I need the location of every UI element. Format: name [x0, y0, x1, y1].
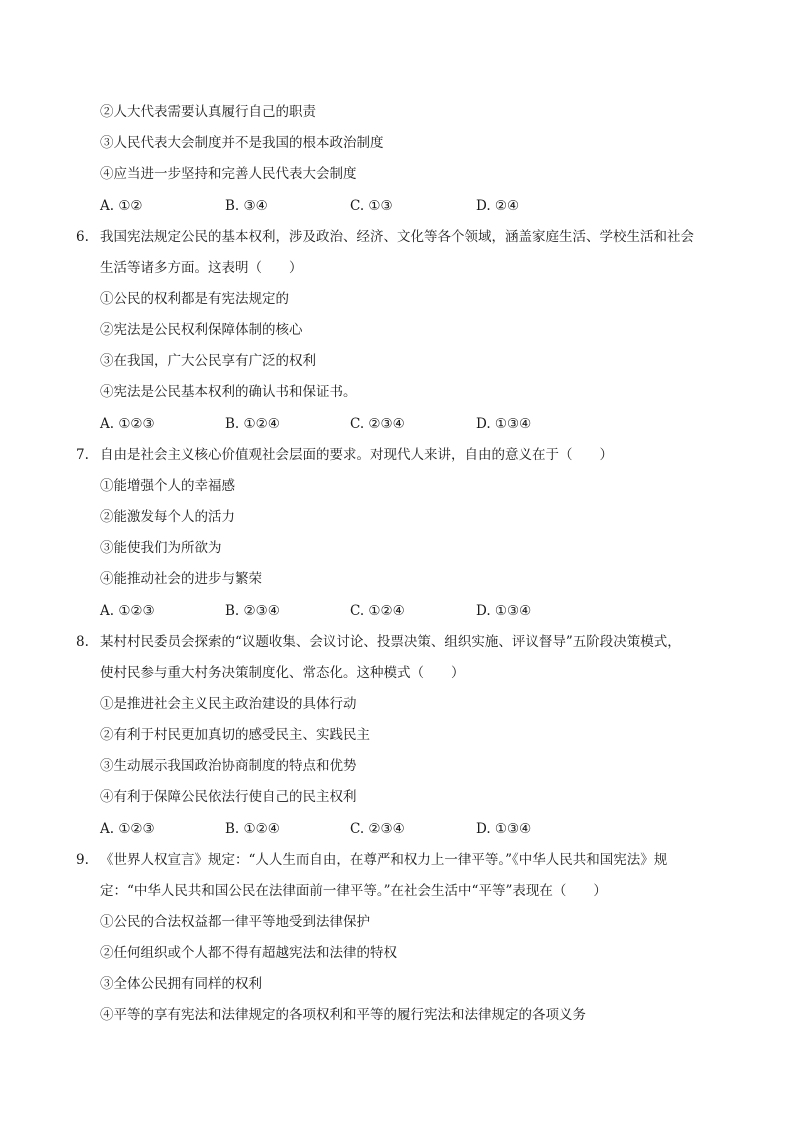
q8-option-4: ④有利于保障公民依法行使自己的民主权利	[100, 789, 357, 805]
q8-choice-c: C. ②③④	[350, 821, 405, 837]
q8-option-2: ②有利于村民更加真切的感受民主、实践民主	[100, 727, 370, 743]
q8-choice-b: B. ①②④	[225, 821, 280, 837]
q5-option-4: ④应当进一步坚持和完善人民代表大会制度	[100, 166, 357, 182]
q9-option-2: ②任何组织或个人都不得有超越宪法和法律的特权	[100, 945, 397, 961]
q7-option-1: ①能增强个人的幸福感	[100, 478, 235, 494]
q5-option-2: ②人大代表需要认真履行自己的职责	[100, 104, 316, 120]
q8-stem-line-2: 使村民参与重大村务决策制度化、常态化。这种模式（ ）	[100, 665, 465, 681]
q7-option-4: ④能推动社会的进步与繁荣	[100, 571, 262, 587]
q6-choice-b: B. ①②④	[225, 416, 280, 432]
q5-choice-a: A. ①②	[100, 198, 143, 214]
q5-choice-d: D. ②④	[476, 198, 520, 214]
q9-stem-line-1: 《世界人权宣言》规定：“人人生而自由，在尊严和权力上一律平等。”《中华人民共和国宪法》规	[100, 852, 668, 868]
q6-stem-line-1: 我国宪法规定公民的基本权利，涉及政治、经济、文化等各个领域，涵盖家庭生活、学校生活和社会	[100, 229, 694, 245]
q6-option-1: ①公民的权利都是有宪法规定的	[100, 291, 289, 307]
q5-choice-b: B. ③④	[225, 198, 268, 214]
q7-option-2: ②能激发每个人的活力	[100, 509, 235, 525]
q8-option-1: ①是推进社会主义民主政治建设的具体行动	[100, 696, 357, 712]
q6-option-3: ③在我国，广大公民享有广泛的权利	[100, 353, 316, 369]
q7-choice-c: C. ①②④	[350, 603, 405, 619]
q9-option-4: ④平等的享有宪法和法律规定的各项权利和平等的履行宪法和法律规定的各项义务	[100, 1007, 586, 1023]
q9-option-3: ③全体公民拥有同样的权利	[100, 976, 262, 992]
q7-number: 7.	[76, 447, 89, 463]
q6-choice-a: A. ①②③	[100, 416, 155, 432]
q5-option-3: ③人民代表大会制度并不是我国的根本政治制度	[100, 135, 384, 151]
q7-option-3: ③能使我们为所欲为	[100, 540, 222, 556]
q8-choice-d: D. ①③④	[476, 821, 532, 837]
q7-stem-line-1: 自由是社会主义核心价值观社会层面的要求。对现代人来讲，自由的意义在于（ ）	[100, 447, 613, 463]
q9-option-1: ①公民的合法权益都一律平等地受到法律保护	[100, 914, 370, 930]
q7-choice-a: A. ①②③	[100, 603, 155, 619]
q8-stem-line-1: 某村村民委员会探索的“议题收集、会议讨论、投票决策、组织实施、评议督导”五阶段决策模式，	[100, 634, 681, 650]
q8-choice-a: A. ①②③	[100, 821, 155, 837]
q5-choice-c: C. ①③	[350, 198, 393, 214]
q6-choice-c: C. ②③④	[350, 416, 405, 432]
q8-option-3: ③生动展示我国政治协商制度的特点和优势	[100, 758, 357, 774]
q6-choice-d: D. ①③④	[476, 416, 532, 432]
q6-option-4: ④宪法是公民基本权利的确认书和保证书。	[100, 384, 357, 400]
q7-choice-d: D. ①③④	[476, 603, 532, 619]
q6-stem-line-2: 生活等诸多方面。这表明（ ）	[100, 260, 303, 276]
q6-number: 6.	[76, 229, 89, 245]
q9-number: 9.	[76, 852, 89, 868]
q6-option-2: ②宪法是公民权利保障体制的核心	[100, 322, 303, 338]
q7-choice-b: B. ②③④	[225, 603, 280, 619]
q9-stem-line-2: 定：“中华人民共和国公民在法律面前一律平等。”在社会生活中“平等”表现在（ ）	[100, 883, 607, 899]
q8-number: 8.	[76, 634, 89, 650]
